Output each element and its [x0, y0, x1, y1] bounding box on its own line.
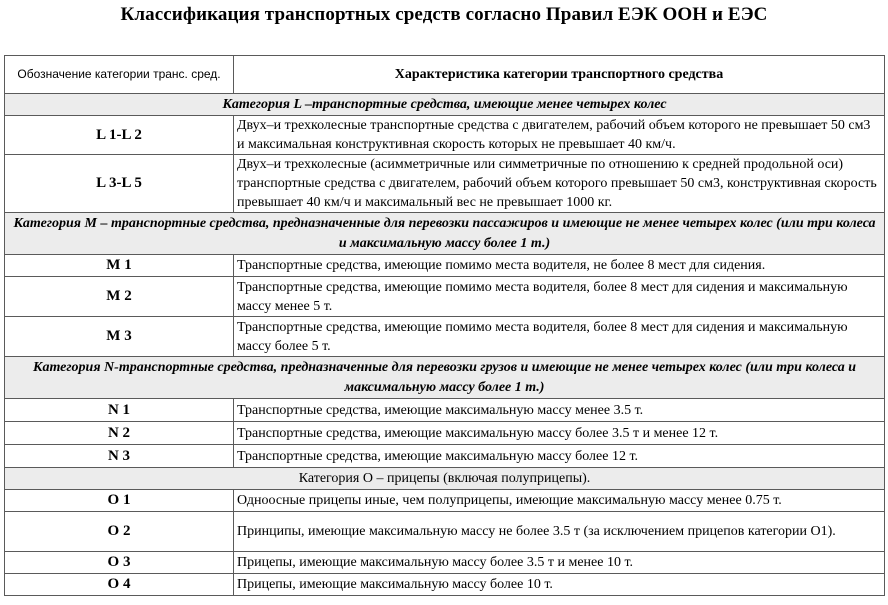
category-code: О 2 [5, 512, 234, 552]
category-code: L 3-L 5 [5, 155, 234, 213]
category-description: Прицепы, имеющие максимальную массу более 10 т. [234, 574, 885, 596]
category-description: Транспортные средства, имеющие максимальную массу более 12 т. [234, 445, 885, 468]
header-characteristic: Характеристика категории транспортного средства [234, 56, 885, 94]
category-code: L 1-L 2 [5, 116, 234, 155]
category-description: Прицепы, имеющие максимальную массу более 3.5 т и менее 10 т. [234, 552, 885, 574]
category-description: Транспортные средства, имеющие максимальную массу более 3.5 т и менее 12 т. [234, 422, 885, 445]
category-description: Двух–и трехколесные (асимметричные или симметричные по отношению к средней продольной оси) транспортные средства с двигателем, рабочий объем которого превышает 50 см3, конструктивная скорость превышает 40 км/ч и максимальный вес не превышает 1000 кг. [234, 155, 885, 213]
category-n-row [5, 357, 885, 399]
category-description: Транспортные средства, имеющие помимо места водителя, более 8 мест для сидения и максимальную массу менее 5 т. [234, 277, 885, 317]
category-code: N 2 [5, 422, 234, 445]
table-row [5, 317, 885, 357]
category-code: О 4 [5, 574, 234, 596]
category-m-heading: Категория М – транспортные средства, предназначенные для перевозки пассажиров и имеющие не менее четырех колес (или три колеса и максимальную массу более 1 т.) [5, 213, 885, 255]
category-code: М 1 [5, 255, 234, 277]
category-l-heading: Категория L –транспортные средства, имеющие менее четырех колес [5, 94, 885, 116]
header-category-designation: Обозначение категории транс. сред. [5, 56, 234, 94]
category-description: Принципы, имеющие максимальную массу не более 3.5 т (за исключением прицепов категории О1). [234, 512, 885, 552]
category-n-heading: Категория N-транспортные средства, предназначенные для перевозки грузов и имеющие не менее четырех колес (или три колеса и максимальную массу более 1 т.) [5, 357, 885, 399]
category-code: О 1 [5, 490, 234, 512]
category-code: М 2 [5, 277, 234, 317]
category-description: Одноосные прицепы иные, чем полуприцепы, имеющие максимальную массу менее 0.75 т. [234, 490, 885, 512]
table-row [5, 155, 885, 213]
category-description: Транспортные средства, имеющие помимо места водителя, не более 8 мест для сидения. [234, 255, 885, 277]
category-code: N 3 [5, 445, 234, 468]
category-description: Двух–и трехколесные транспортные средства с двигателем, рабочий объем которого не превышает 50 см3 и максимальная конструктивная скорость которых не превышает 40 км/ч. [234, 116, 885, 155]
category-description: Транспортные средства, имеющие максимальную массу менее 3.5 т. [234, 399, 885, 422]
table-row [5, 445, 885, 468]
table-row [5, 552, 885, 574]
table-row [5, 116, 885, 155]
page-title: Классификация транспортных средств согласно Правил ЕЭК ООН и ЕЭС [120, 4, 768, 25]
table-row [5, 574, 885, 596]
category-l-row [5, 94, 885, 116]
table-row [5, 399, 885, 422]
table-row [5, 277, 885, 317]
table-row [5, 255, 885, 277]
table-row [5, 512, 885, 552]
category-m-row [5, 213, 885, 255]
classification-table [4, 55, 885, 596]
category-code: М 3 [5, 317, 234, 357]
category-description: Транспортные средства, имеющие помимо места водителя, более 8 мест для сидения и максимальную массу более 5 т. [234, 317, 885, 357]
table-row [5, 422, 885, 445]
category-o-heading: Категория О – прицепы (включая полуприцепы). [5, 468, 885, 490]
category-code: N 1 [5, 399, 234, 422]
category-o-row [5, 468, 885, 490]
table-row [5, 490, 885, 512]
table-header-row [5, 56, 885, 94]
category-code: О 3 [5, 552, 234, 574]
